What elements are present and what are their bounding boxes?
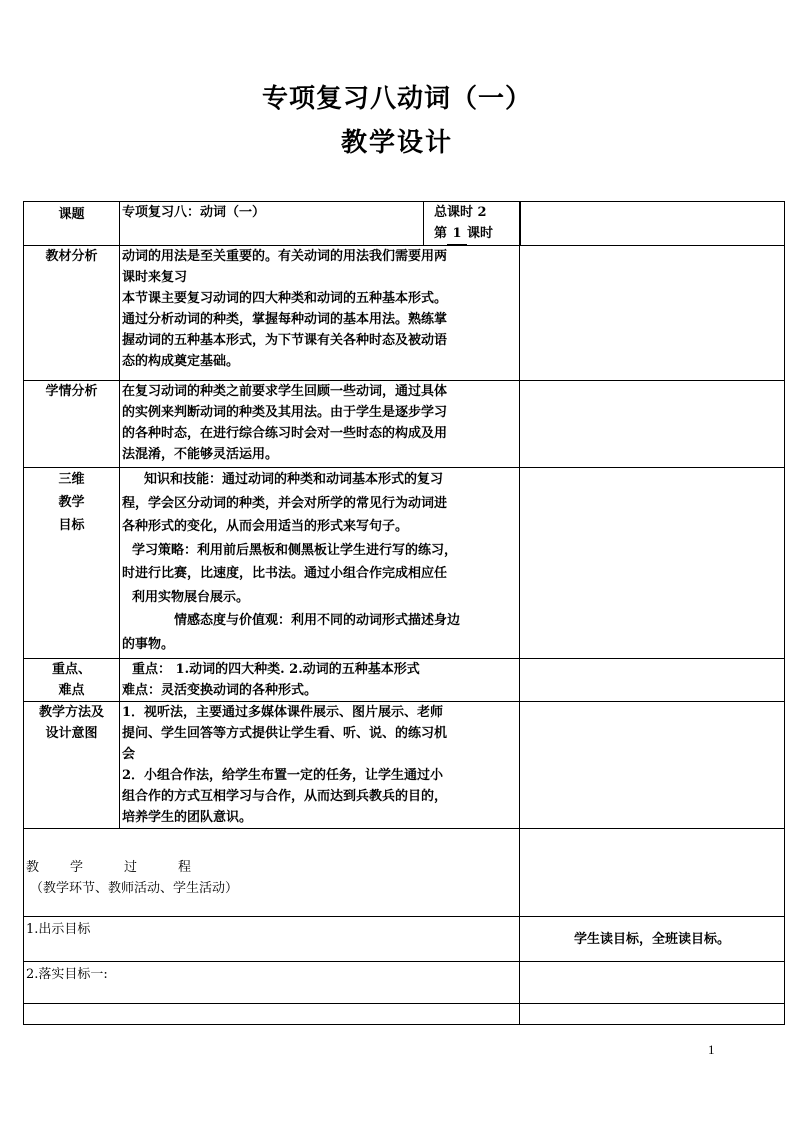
methods-line: 2．小组合作法，给学生布置一定的任务，让学生通过小 [122, 768, 444, 783]
goals-label-line: 教学 [58, 495, 85, 510]
course-notes [520, 202, 785, 246]
process-heading [26, 829, 517, 878]
goals-line: 的事物。 [122, 636, 175, 652]
process-char: 教 [26, 860, 40, 875]
row-empty [24, 1004, 785, 1025]
goals-label-line: 目标 [58, 518, 85, 533]
goals-label [24, 468, 120, 659]
row-methods [24, 702, 785, 829]
process-subheading: （教学环节、教师活动、学生活动） [30, 881, 239, 896]
period-value: 1 [447, 223, 467, 245]
material-content [120, 246, 520, 381]
methods-line: 组合作的方式互相学习与合作，从而达到兵教兵的目的， [122, 789, 448, 804]
students-line: 法混淆，不能够灵活运用。 [122, 447, 279, 462]
process-heading-cell [24, 829, 520, 917]
material-label: 教材分析 [24, 246, 120, 381]
students-content [120, 381, 520, 468]
row-process [24, 829, 785, 917]
page-number: 1 [708, 1042, 715, 1057]
total-hours: 总课时 2 [434, 205, 487, 220]
period [434, 223, 517, 245]
methods-line: 会 [122, 747, 136, 762]
goals-line: 时进行比赛，比速度，比书法。通过小组合作完成相应任 [122, 566, 448, 581]
keypoints-content [120, 659, 520, 702]
process-notes [520, 829, 785, 917]
period-prefix: 第 [434, 226, 448, 241]
material-line: 握动词的五种基本形式，为下节课有关各种时态及被动语 [122, 333, 448, 348]
process-char: 学 [70, 860, 84, 875]
empty-left [24, 1004, 520, 1025]
keypoints-line: 难点：灵活变换动词的各种形式。 [122, 683, 318, 698]
students-notes [520, 381, 785, 468]
row-students [24, 381, 785, 468]
goals-line: 学习策略：利用前后黑板和侧黑板让学生进行写的练习， [132, 542, 458, 558]
goals-notes [520, 468, 785, 659]
students-line: 在复习动词的种类之前要求学生回顾一些动词，通过具体 [122, 384, 448, 399]
keypoints-label-line: 难点 [58, 683, 85, 698]
row-keypoints [24, 659, 785, 702]
row-step1 [24, 917, 785, 962]
methods-label-line: 设计意图 [45, 726, 98, 741]
goals-line: 情感态度与价值观：利用不同的动词形式描述身边 [174, 613, 461, 628]
course-value: 专项复习八：动词（一） [120, 202, 424, 246]
students-line: 的实例来判断动词的种类及其用法。由于学生是逐步学习 [122, 405, 448, 420]
material-notes [520, 246, 785, 381]
document-title: 专项复习八动词（一） [261, 84, 532, 114]
process-char: 程 [178, 860, 192, 875]
goals-label-line: 三维 [58, 472, 85, 487]
row-goals [24, 468, 785, 659]
methods-label-line: 教学方法及 [38, 705, 104, 720]
methods-line: 1．视听法，主要通过多媒体课件展示、图片展示、老师 [122, 705, 444, 720]
lesson-plan-table [23, 201, 785, 1025]
methods-line: 提问、学生回答等方式提供让学生看、听、说、的练习机 [122, 726, 448, 741]
keypoints-line: 重点： 1.动词的四大种类. 2.动词的五种基本形式 [132, 662, 420, 677]
methods-notes [520, 702, 785, 829]
empty-right [520, 1004, 785, 1025]
period-suffix: 课时 [467, 226, 494, 241]
methods-content [120, 702, 520, 829]
methods-line: 培养学生的团队意识。 [122, 810, 253, 825]
goals-line: 各种形式的变化，从而会用适当的形式来写句子。 [122, 519, 409, 534]
students-line: 的各种时态，在进行综合练习时会对一些时态的构成及用 [122, 426, 448, 441]
material-line: 课时来复习 [122, 270, 188, 285]
goals-line: 知识和技能：通过动词的种类和动词基本形式的复习 [144, 472, 444, 487]
keypoints-label-line: 重点、 [51, 662, 91, 677]
row-course [24, 202, 785, 246]
course-label: 课题 [24, 202, 120, 246]
material-line: 本节课主要复习动词的四大种类和动词的五种基本形式。 [122, 291, 448, 306]
material-line: 态的构成奠定基础。 [122, 354, 240, 369]
goals-content [120, 468, 520, 659]
students-label: 学情分析 [24, 381, 120, 468]
step1-right: 学生读目标，全班读目标。 [520, 917, 785, 962]
material-line: 动词的用法是至关重要的。有关动词的用法我们需要用两 [122, 249, 448, 264]
step2-left: 2.落实目标一: [24, 962, 520, 1004]
goals-line: 程，学会区分动词的种类，并会对所学的常见行为动词进 [122, 495, 448, 511]
goals-line: 利用实物展台展示。 [132, 589, 250, 605]
step1-left: 1.出示目标 [24, 917, 520, 962]
keypoints-label [24, 659, 120, 702]
row-material [24, 246, 785, 381]
step2-right [520, 962, 785, 1004]
methods-label [24, 702, 120, 829]
row-step2 [24, 962, 785, 1004]
material-line: 通过分析动词的种类，掌握每种动词的基本用法。熟练掌 [122, 312, 448, 327]
document-subtitle: 教学设计 [340, 128, 453, 158]
keypoints-notes [520, 659, 785, 702]
process-char: 过 [124, 860, 138, 875]
course-hours [424, 202, 520, 246]
